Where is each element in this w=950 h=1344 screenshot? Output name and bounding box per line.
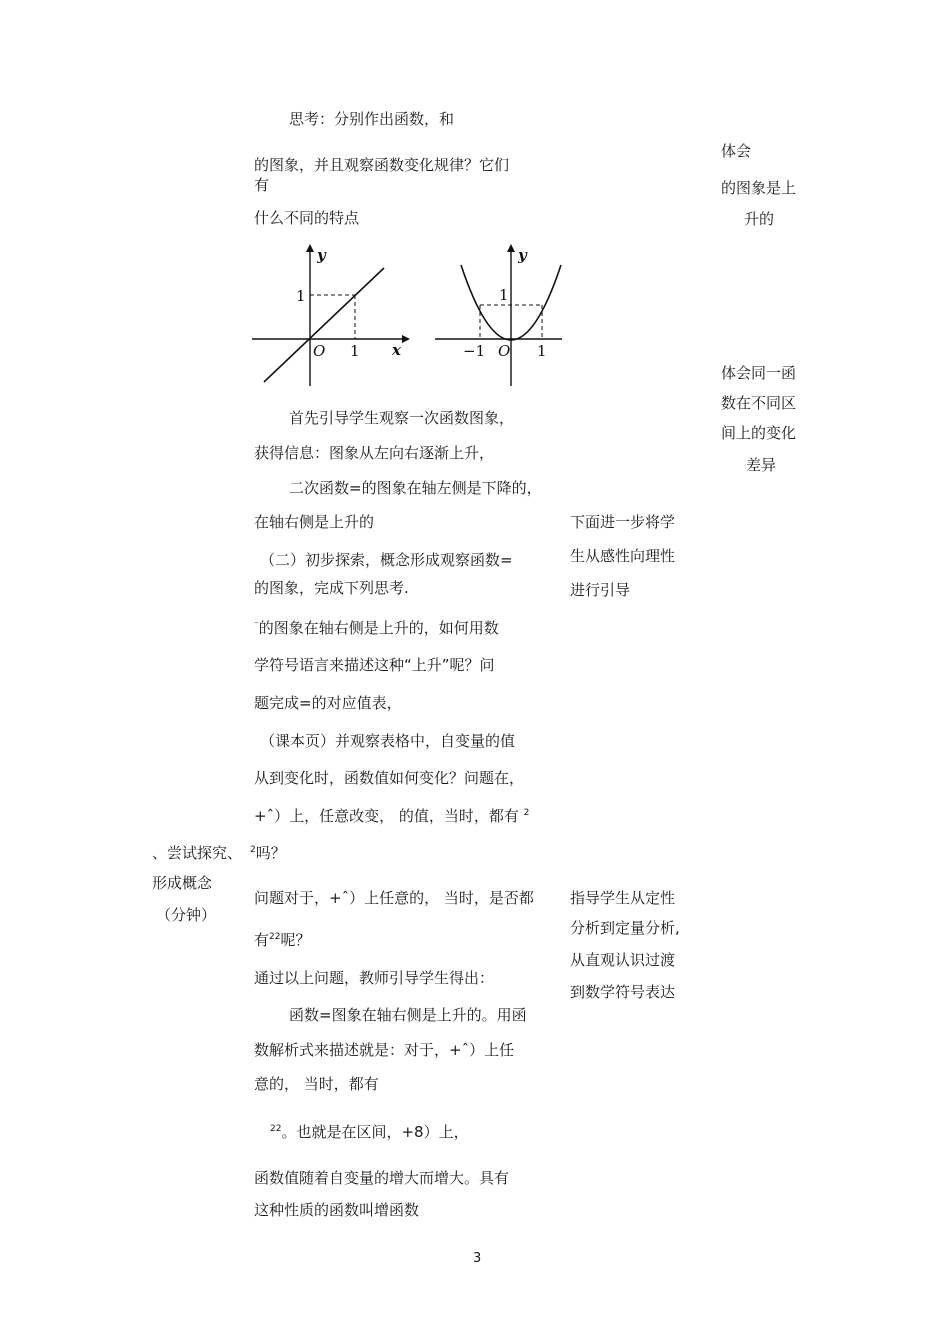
question-line-8: 问题对于，+ˆ）上任意的， 当时，是否都: [254, 889, 534, 907]
stage-label-line-2: 形成概念: [152, 874, 213, 892]
think-line-1: 思考：分别作出函数，和: [289, 110, 455, 128]
conclusion-line-2: 函数=图象在轴右侧是上升的。用函: [289, 1006, 527, 1024]
method-note-line-1: 指导学生从定性: [570, 889, 676, 907]
question-line-9: 有$^{22}$呢？: [254, 931, 311, 949]
linear-function-graph: [250, 243, 410, 389]
guide-line-4: 在轴右侧是上升的: [254, 513, 375, 531]
explore-line-1: （二）初步探索，概念形成观察函数=: [260, 551, 513, 569]
guide-line-1: 首先引导学生观察一次函数图象，: [289, 409, 515, 427]
origin-label: O: [498, 342, 511, 360]
linear-line: [264, 268, 384, 382]
question-line-6: +ˆ）上，任意改变， 的值，当时，都有 $^2$: [254, 807, 530, 825]
question-line-4: （课本页）并观察表格中，自变量的值: [260, 732, 516, 750]
y-axis-arrow: [306, 244, 314, 252]
conclusion-line-3: 数解析式来描述就是：对于，+ˆ）上任: [254, 1041, 515, 1059]
guide-note-line-1: 下面进一步将学: [570, 513, 676, 531]
think-line-2b: 有: [254, 176, 270, 194]
stage-label-line-1: 、尝试探究、: [152, 844, 243, 862]
guide-line-3: 二次函数=的图象在轴左侧是下降的，: [289, 479, 542, 497]
question-line-5: 从到变化时，函数值如何变化？问题在，: [254, 769, 525, 787]
intent-note-2-line-2: 数在不同区: [721, 394, 797, 412]
method-note-line-2: 分析到定量分析,: [570, 919, 680, 937]
question-line-7: $^2$吗？: [250, 844, 286, 862]
intent-note-1-line-1: 体会: [721, 142, 752, 160]
x-axis-arrow: [402, 335, 410, 343]
y-axis-label: y: [317, 246, 326, 264]
stage-label-line-3: （分钟）: [156, 906, 217, 924]
y-tick-label: 1: [296, 287, 306, 305]
guide-note-line-3: 进行引导: [570, 581, 631, 599]
y-axis-arrow: [507, 244, 515, 252]
think-line-2: 的图象，并且观察函数变化规律？它们: [254, 156, 510, 174]
intent-note-1-line-2: 的图象是上: [721, 179, 797, 197]
conclusion-line-7: 这种性质的函数叫增函数: [254, 1201, 420, 1219]
guide-note-line-2: 生从感性向理性: [570, 547, 676, 565]
method-note-line-4: 到数学符号表达: [570, 983, 676, 1001]
conclusion-line-5: $^{22}$。也就是在区间，+8）上，: [270, 1123, 469, 1141]
conclusion-line-6: 函数值随着自变量的增大而增大。具有: [254, 1169, 510, 1187]
y-tick-label: 1: [499, 286, 509, 304]
page-number: 3: [473, 1251, 482, 1266]
x-tick-neg-label: −1: [463, 342, 486, 360]
parabola-graph: [430, 243, 570, 389]
x-axis-label: x: [392, 341, 401, 359]
question-line-1-mark: ⁻: [254, 620, 259, 630]
question-line-1: ⁻的图象在轴右侧是上升的，如何用数: [254, 619, 499, 637]
origin-label: O: [313, 342, 326, 360]
guide-line-2: 获得信息：图象从左向右逐渐上升，: [254, 444, 495, 462]
conclusion-line-1: 通过以上问题，教师引导学生得出：: [254, 969, 495, 987]
think-line-3: 什么不同的特点: [254, 209, 360, 227]
question-line-3: 题完成=的对应值表，: [254, 694, 402, 712]
intent-note-2-line-4: 差异: [746, 456, 777, 474]
intent-note-2-line-3: 间上的变化: [721, 424, 797, 442]
method-note-line-3: 从直观认识过渡: [570, 951, 676, 969]
x-tick-pos-label: 1: [537, 342, 547, 360]
x-tick-label: 1: [350, 342, 360, 360]
y-axis-label: y: [518, 246, 527, 264]
intent-note-2-line-1: 体会同一函: [721, 364, 797, 382]
intent-note-1-line-3: 升的: [744, 210, 775, 228]
explore-line-2: 的图象，完成下列思考.: [254, 579, 409, 597]
conclusion-line-4: 意的， 当时，都有: [254, 1075, 379, 1093]
question-line-2: 学符号语言来描述这种“上升”呢？问: [254, 656, 495, 674]
